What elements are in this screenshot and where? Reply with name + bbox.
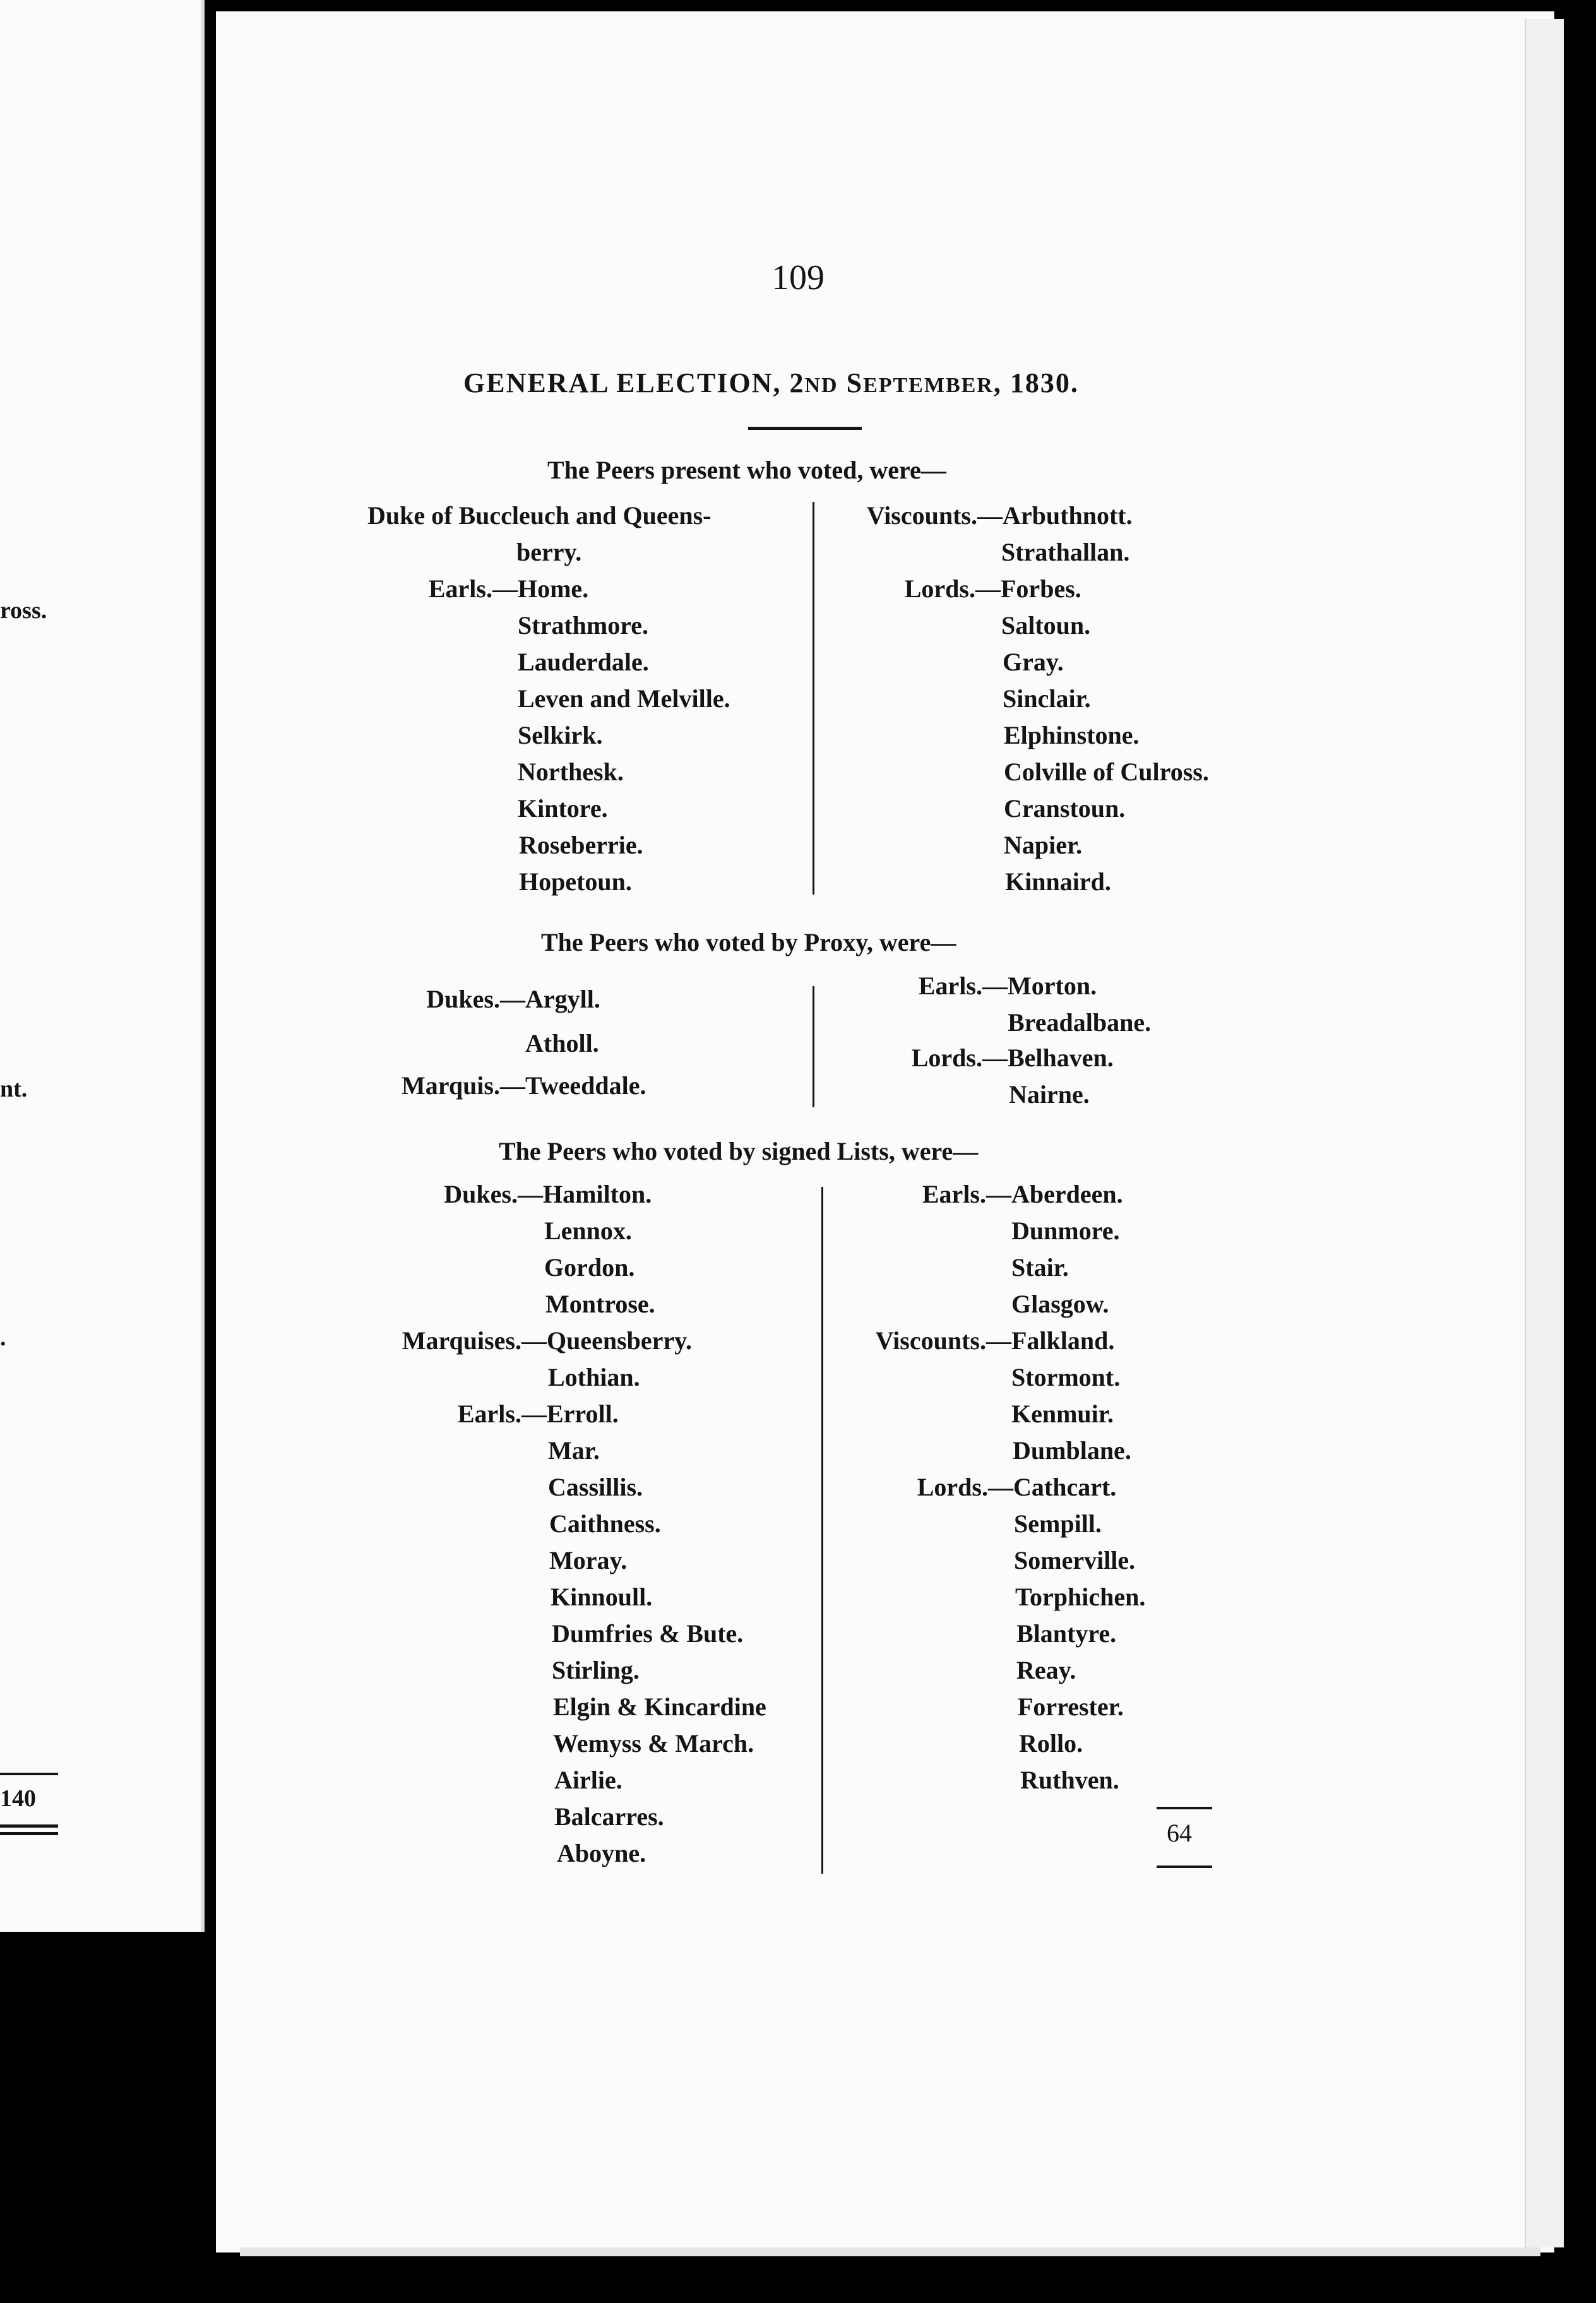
peer-name: Elgin & Kincardine [553,1693,766,1721]
rank-label-marquises: Marquises.— [402,1326,547,1355]
total-rule [1157,1807,1212,1809]
peer-name: Napier. [1004,831,1083,859]
peer-name: Breadalbane. [1008,1008,1152,1037]
total-count: 64 [1167,1819,1192,1847]
section-title-proxy: The Peers who voted by Proxy, were— [541,928,956,956]
peer-name: Forbes. [1001,574,1081,603]
peer-name: Arbuthnott. [1003,501,1133,530]
rank-label-viscounts: Viscounts.— [875,1326,1011,1355]
peer-duke: Duke of Buccleuch and Queens- [367,501,712,530]
rank-label-lords: Lords.— [917,1473,1013,1501]
column-divider [813,986,814,1107]
peer-name: Argyll. [525,985,600,1013]
peer-name: Kintore. [518,794,608,823]
section-title-lists: The Peers who voted by signed Lists, were— [499,1137,979,1165]
rank-label-lords: Lords.— [904,574,1001,603]
facing-page-fragment: nt. [0,1076,28,1102]
heading-rule [748,427,862,430]
facing-page-fragment: ross. [0,597,47,624]
column-divider [813,502,814,895]
peer-name: Wemyss & March. [553,1729,754,1758]
peer-name: Strathmore. [518,611,648,640]
page-number: 109 [771,258,825,297]
peer-name: Stair. [1011,1253,1069,1282]
peer-name: Gray. [1003,648,1064,676]
peer-name: Kinnoull. [551,1583,653,1611]
facing-total-rule [0,1773,58,1775]
peer-name: Selkirk. [518,721,603,749]
peer-name: Airlie. [554,1766,622,1794]
facing-page-total: 140 [0,1785,36,1812]
peer-name: Caithness. [549,1509,661,1538]
election-heading: GENERAL ELECTION, 2ND SEPTEMBER, 1830. [463,367,1079,398]
peer-name: Aberdeen. [1011,1180,1123,1208]
peer-name: Kenmuir. [1011,1400,1114,1428]
peer-name: Dunmore. [1011,1217,1120,1245]
peer-name: Lauderdale. [518,648,649,676]
peer-name: Stirling. [552,1656,640,1684]
peer-name: Falkland. [1011,1326,1115,1355]
rank-label-viscounts: Viscounts.— [866,501,1003,530]
peer-name: Lennox. [544,1217,632,1245]
section-title-present: The Peers present who voted, were— [547,456,946,484]
peer-name: Cathcart. [1013,1473,1117,1501]
book-page [216,11,1554,2252]
peer-name: Dumfries & Bute. [552,1619,744,1648]
peer-name: Blantyre. [1016,1619,1117,1648]
rank-label-earls: Earls.— [922,1180,1011,1208]
peer-name: Northesk. [518,758,624,786]
rank-label-marquis: Marquis.— [402,1071,525,1100]
peer-name: Gordon. [544,1253,635,1282]
peer-name: Lothian. [548,1363,640,1391]
peer-name: Glasgow. [1011,1290,1109,1318]
peer-name: Home. [518,574,589,603]
peer-name: Sempill. [1014,1509,1102,1538]
column-divider [821,1187,823,1874]
facing-total-double-rule [0,1832,58,1835]
peer-name: Stormont. [1011,1363,1121,1391]
peer-name: Nairne. [1009,1080,1090,1109]
peer-name: Saltoun. [1001,611,1091,640]
heading-title: GENERAL ELECTION, [463,367,782,398]
rank-label-lords: Lords.— [911,1044,1008,1072]
peer-duke-cont: berry. [516,538,582,566]
rank-label-dukes: Dukes.— [426,985,525,1013]
peer-name: Belhaven. [1008,1044,1114,1072]
peer-name: Ruthven. [1020,1766,1119,1794]
peer-name: Leven and Melville. [518,684,730,713]
rank-label-earls: Earls.— [918,972,1008,1000]
peer-name: Balcarres. [554,1802,664,1831]
peer-name: Hopetoun. [519,867,632,896]
facing-total-double-rule [0,1824,58,1828]
peer-name: Kinnaird. [1005,867,1111,896]
peer-name: Queensberry. [547,1326,692,1355]
rank-label-earls: Earls.— [457,1400,547,1428]
peer-name: Rollo. [1019,1729,1083,1758]
peer-name: Somerville. [1014,1546,1136,1574]
peer-name: Strathallan. [1001,538,1130,566]
peer-name: Erroll. [547,1400,619,1428]
peer-name: Hamilton. [543,1180,652,1208]
peer-name: Dumblane. [1013,1436,1131,1465]
total-rule [1157,1866,1212,1868]
peer-name: Moray. [549,1546,628,1574]
peer-name: Aboyne. [557,1839,646,1867]
peer-name: Sinclair. [1003,684,1091,713]
peer-name: Elphinstone. [1004,721,1140,749]
peer-name: Torphichen. [1015,1583,1146,1611]
page-edge-right [1525,19,1564,2247]
peer-name: Roseberrie. [519,831,643,859]
facing-page-fragment: . [0,1324,6,1351]
rank-label-dukes: Dukes.— [444,1180,543,1208]
peer-name: Atholl. [525,1029,599,1057]
peer-name: Montrose. [545,1290,655,1318]
peer-name: Tweeddale. [525,1071,646,1100]
facing-page [0,0,205,1932]
peer-name: Forrester. [1018,1693,1124,1721]
peer-name: Cranstoun. [1004,794,1126,823]
peer-name: Mar. [548,1436,600,1465]
page-edge-bottom [240,2247,1540,2256]
peer-name: Reay. [1016,1656,1076,1684]
rank-label-earls: Earls.— [428,574,518,603]
peer-name: Morton. [1008,972,1097,1000]
peer-name: Cassillis. [548,1473,643,1501]
peer-name: Colville of Culross. [1004,758,1209,786]
